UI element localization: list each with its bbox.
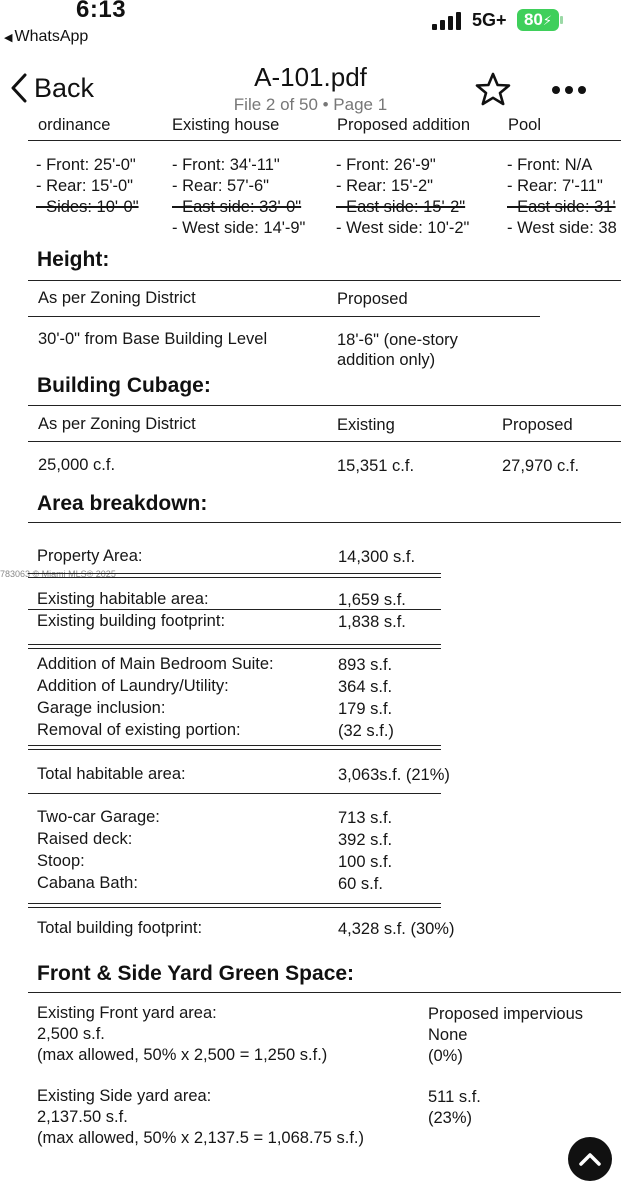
setback-header-rule xyxy=(28,140,621,141)
area-row-value: 1,659 s.f. xyxy=(338,591,406,609)
status-time: 6:13 xyxy=(76,0,127,23)
area-row-label: Existing habitable area: xyxy=(37,590,209,608)
setback-header-proposed: Proposed addition xyxy=(337,118,471,134)
battery-tip xyxy=(560,16,563,24)
front-impervious-pct: (0%) xyxy=(428,1047,463,1065)
signal-strength-icon xyxy=(432,12,464,30)
height-col1-value: 30'-0" from Base Building Level xyxy=(38,330,268,348)
area-row-label: Existing building footprint: xyxy=(37,612,226,630)
side-yard-area: 2,137.50 s.f. xyxy=(37,1108,128,1126)
battery-icon xyxy=(517,9,559,31)
battery-level: 80 xyxy=(523,10,543,29)
setback-header-ordinance: ordinance xyxy=(38,118,111,134)
area-row-label: Total habitable area: xyxy=(37,765,186,783)
setback-existing-rear: - Rear: 57'-6" xyxy=(172,177,270,195)
setback-existing-west: - West side: 14'-9" xyxy=(172,219,306,237)
front-yard-area: 2,500 s.f. xyxy=(37,1025,105,1043)
setback-header-pool: Pool xyxy=(508,118,542,134)
area-row-value: 893 s.f. xyxy=(338,656,393,674)
area-row-label: Removal of existing portion: xyxy=(37,721,241,739)
area-row-label: Raised deck: xyxy=(37,830,133,848)
setback-existing-east: - East side: 33'-0" xyxy=(172,198,302,216)
cubage-heading: Building Cubage: xyxy=(37,374,211,397)
area-row-label: Addition of Laundry/Utility: xyxy=(37,677,229,695)
setback-proposed-front: - Front: 26'-9" xyxy=(336,156,436,174)
cubage-top-rule xyxy=(28,405,621,406)
height-col1-header: As per Zoning District xyxy=(38,289,196,307)
network-indicator: 5G+ xyxy=(472,10,507,30)
area-row-value: 364 s.f. xyxy=(338,678,393,696)
setback-ordinance-front: - Front: 25'-0" xyxy=(36,156,136,174)
area-row-value: 60 s.f. xyxy=(338,875,383,893)
setback-header-existing: Existing house xyxy=(172,118,280,134)
front-yard-label: Existing Front yard area: xyxy=(37,1004,217,1022)
document-title: A-101.pdf xyxy=(254,62,367,92)
favorite-button[interactable] xyxy=(474,71,512,112)
document-subtitle: File 2 of 50 • Page 1 xyxy=(233,95,388,114)
green-space-heading: Front & Side Yard Green Space: xyxy=(37,962,355,985)
cubage-col3-value: 27,970 c.f. xyxy=(502,457,580,475)
back-to-app-label: WhatsApp xyxy=(14,28,89,45)
setback-pool-west: - West side: 38 xyxy=(507,219,617,237)
area-double-rule xyxy=(28,903,441,908)
front-impervious-value: None xyxy=(428,1026,468,1044)
area-row-label: Garage inclusion: xyxy=(37,699,166,717)
height-col2-header: Proposed xyxy=(337,290,408,308)
area-row-value: 179 s.f. xyxy=(338,700,393,718)
area-row-value: 713 s.f. xyxy=(338,809,393,827)
area-top-rule xyxy=(28,522,621,523)
area-row-value: 4,328 s.f. (30%) xyxy=(338,920,455,938)
height-col2-value-1: 18'-6" (one-story xyxy=(337,331,458,349)
charging-bolt-icon: ⚡ xyxy=(542,13,553,28)
side-yard-max: (max allowed, 50% x 2,137.5 = 1,068.75 s.f.) xyxy=(37,1129,364,1147)
height-header-rule xyxy=(28,316,540,317)
back-to-app-link[interactable] xyxy=(4,28,88,46)
setback-proposed-west: - West side: 10'-2" xyxy=(336,219,470,237)
area-row-label: Addition of Main Bedroom Suite: xyxy=(37,655,274,673)
area-double-rule xyxy=(28,573,441,578)
back-button-label: Back xyxy=(34,72,95,103)
cubage-header-rule xyxy=(28,441,621,442)
area-row-rule xyxy=(28,793,441,794)
side-impervious-value: 511 s.f. xyxy=(428,1088,481,1106)
setback-proposed-east: - East side: 15'-2" xyxy=(336,198,466,216)
area-row-value: 1,838 s.f. xyxy=(338,613,406,631)
height-top-rule xyxy=(28,280,621,281)
cubage-col3-header: Proposed xyxy=(502,416,573,434)
setback-pool-east: - East side: 31' xyxy=(507,198,616,216)
area-row-label: Two-car Garage: xyxy=(37,808,160,826)
area-row-value: 3,063s.f. (21%) xyxy=(338,766,450,784)
height-heading: Height: xyxy=(37,248,110,271)
cubage-col1-value: 25,000 c.f. xyxy=(38,456,116,474)
area-row-rule xyxy=(28,609,441,610)
cubage-col2-header: Existing xyxy=(337,416,395,434)
setback-ordinance-sides: - Sides: 10'-0" xyxy=(36,198,139,216)
pdf-page[interactable] xyxy=(0,118,621,1173)
chevron-up-icon xyxy=(568,1137,612,1173)
area-row-label: Property Area: xyxy=(37,547,143,565)
area-row-value: (32 s.f.) xyxy=(338,722,394,740)
green-space-top-rule xyxy=(28,992,621,993)
impervious-header: Proposed impervious xyxy=(428,1005,583,1023)
height-col2-value-2: addition only) xyxy=(337,351,436,369)
side-impervious-pct: (23%) xyxy=(428,1109,473,1127)
area-double-rule xyxy=(28,644,441,649)
area-double-rule xyxy=(28,745,441,750)
more-icon xyxy=(551,85,587,95)
mls-watermark: 783063 © Miami MLS® 2025 xyxy=(0,569,116,579)
area-heading: Area breakdown: xyxy=(37,492,208,515)
area-row-label: Stoop: xyxy=(37,852,85,870)
cubage-col2-value: 15,351 c.f. xyxy=(337,457,415,475)
area-row-value: 14,300 s.f. xyxy=(338,548,416,566)
scroll-to-top-button[interactable] xyxy=(568,1137,612,1181)
area-row-label: Total building footprint: xyxy=(37,919,203,937)
side-yard-label: Existing Side yard area: xyxy=(37,1087,212,1105)
setback-proposed-rear: - Rear: 15'-2" xyxy=(336,177,434,195)
setback-pool-rear: - Rear: 7'-11" xyxy=(507,177,603,195)
area-row-label: Cabana Bath: xyxy=(37,874,138,892)
area-row-value: 100 s.f. xyxy=(338,853,393,871)
setback-pool-front: - Front: N/A xyxy=(507,156,593,174)
setback-ordinance-rear: - Rear: 15'-0" xyxy=(36,177,134,195)
area-row-value: 392 s.f. xyxy=(338,831,393,849)
cubage-col1-header: As per Zoning District xyxy=(38,415,196,433)
star-icon xyxy=(474,71,512,107)
front-yard-max: (max allowed, 50% x 2,500 = 1,250 s.f.) xyxy=(37,1046,328,1064)
back-triangle-icon: ◀ xyxy=(4,32,13,44)
more-options-button[interactable] xyxy=(551,82,587,100)
setback-existing-front: - Front: 34'-11" xyxy=(172,156,280,174)
